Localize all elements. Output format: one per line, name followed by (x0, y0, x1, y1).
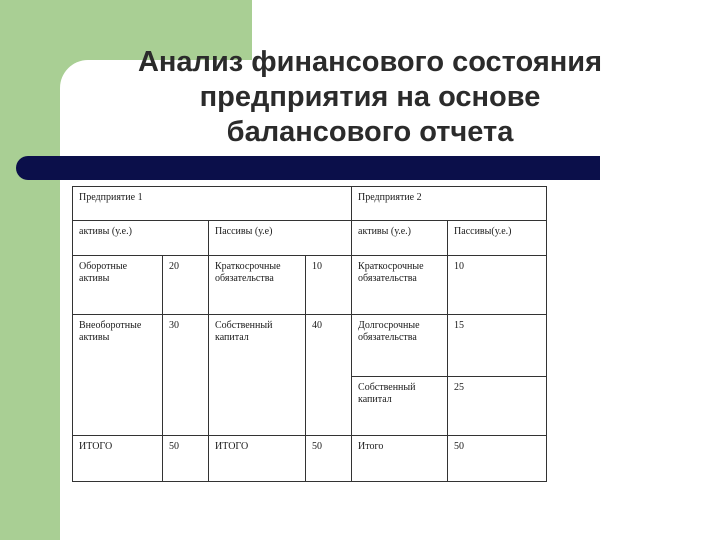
table-row (73, 315, 547, 377)
enterprise-1-header: Предприятие 1 (73, 187, 352, 221)
table-row-totals (73, 436, 547, 482)
enterprise-2-header: Предприятие 2 (352, 187, 547, 221)
table-cell: 20 (163, 256, 209, 315)
table-cell (306, 377, 352, 436)
table-cell: 15 (448, 315, 547, 377)
table-cell: ИТОГО (73, 436, 163, 482)
table-cell (163, 377, 209, 436)
header-assets-2: активы (у.е.) (352, 221, 448, 256)
table-cell: 50 (163, 436, 209, 482)
table-cell: 50 (306, 436, 352, 482)
table-row (73, 256, 547, 315)
table-cell: 40 (306, 315, 352, 377)
title-line-1: Анализ финансового состояния (137, 46, 603, 78)
title-line-2: предприятия на основе (199, 81, 541, 113)
table-cell: Долгосрочные обязательства (352, 315, 448, 377)
header-assets-1: активы (у.е.) (73, 221, 209, 256)
header-liabilities-2: Пассивы(у.е.) (448, 221, 547, 256)
balance-table (72, 186, 547, 482)
title-line-3: балансового отчета (226, 116, 514, 148)
table-cell: Краткосрочные обязательства (209, 256, 306, 315)
table-cell: Краткосрочные обязательства (352, 256, 448, 315)
table-cell: Оборотные активы (73, 256, 163, 315)
table-cell: Итого (352, 436, 448, 482)
slide-title (110, 45, 630, 150)
table-cell: 50 (448, 436, 547, 482)
table-cell: ИТОГО (209, 436, 306, 482)
table-cell: 25 (448, 377, 547, 436)
title-underline-bar (16, 156, 600, 180)
table-cell (73, 377, 163, 436)
table-cell: Собственный капитал (209, 315, 306, 377)
table-cell: Внеоборотные активы (73, 315, 163, 377)
table-cell: 10 (306, 256, 352, 315)
table-row-headers (73, 221, 547, 256)
header-liabilities-1: Пассивы (у.е) (209, 221, 352, 256)
table-row-enterprises (73, 187, 547, 221)
table-cell (209, 377, 306, 436)
table-cell: 30 (163, 315, 209, 377)
table-cell: Собственный капитал (352, 377, 448, 436)
table-row (73, 377, 547, 436)
table-cell: 10 (448, 256, 547, 315)
